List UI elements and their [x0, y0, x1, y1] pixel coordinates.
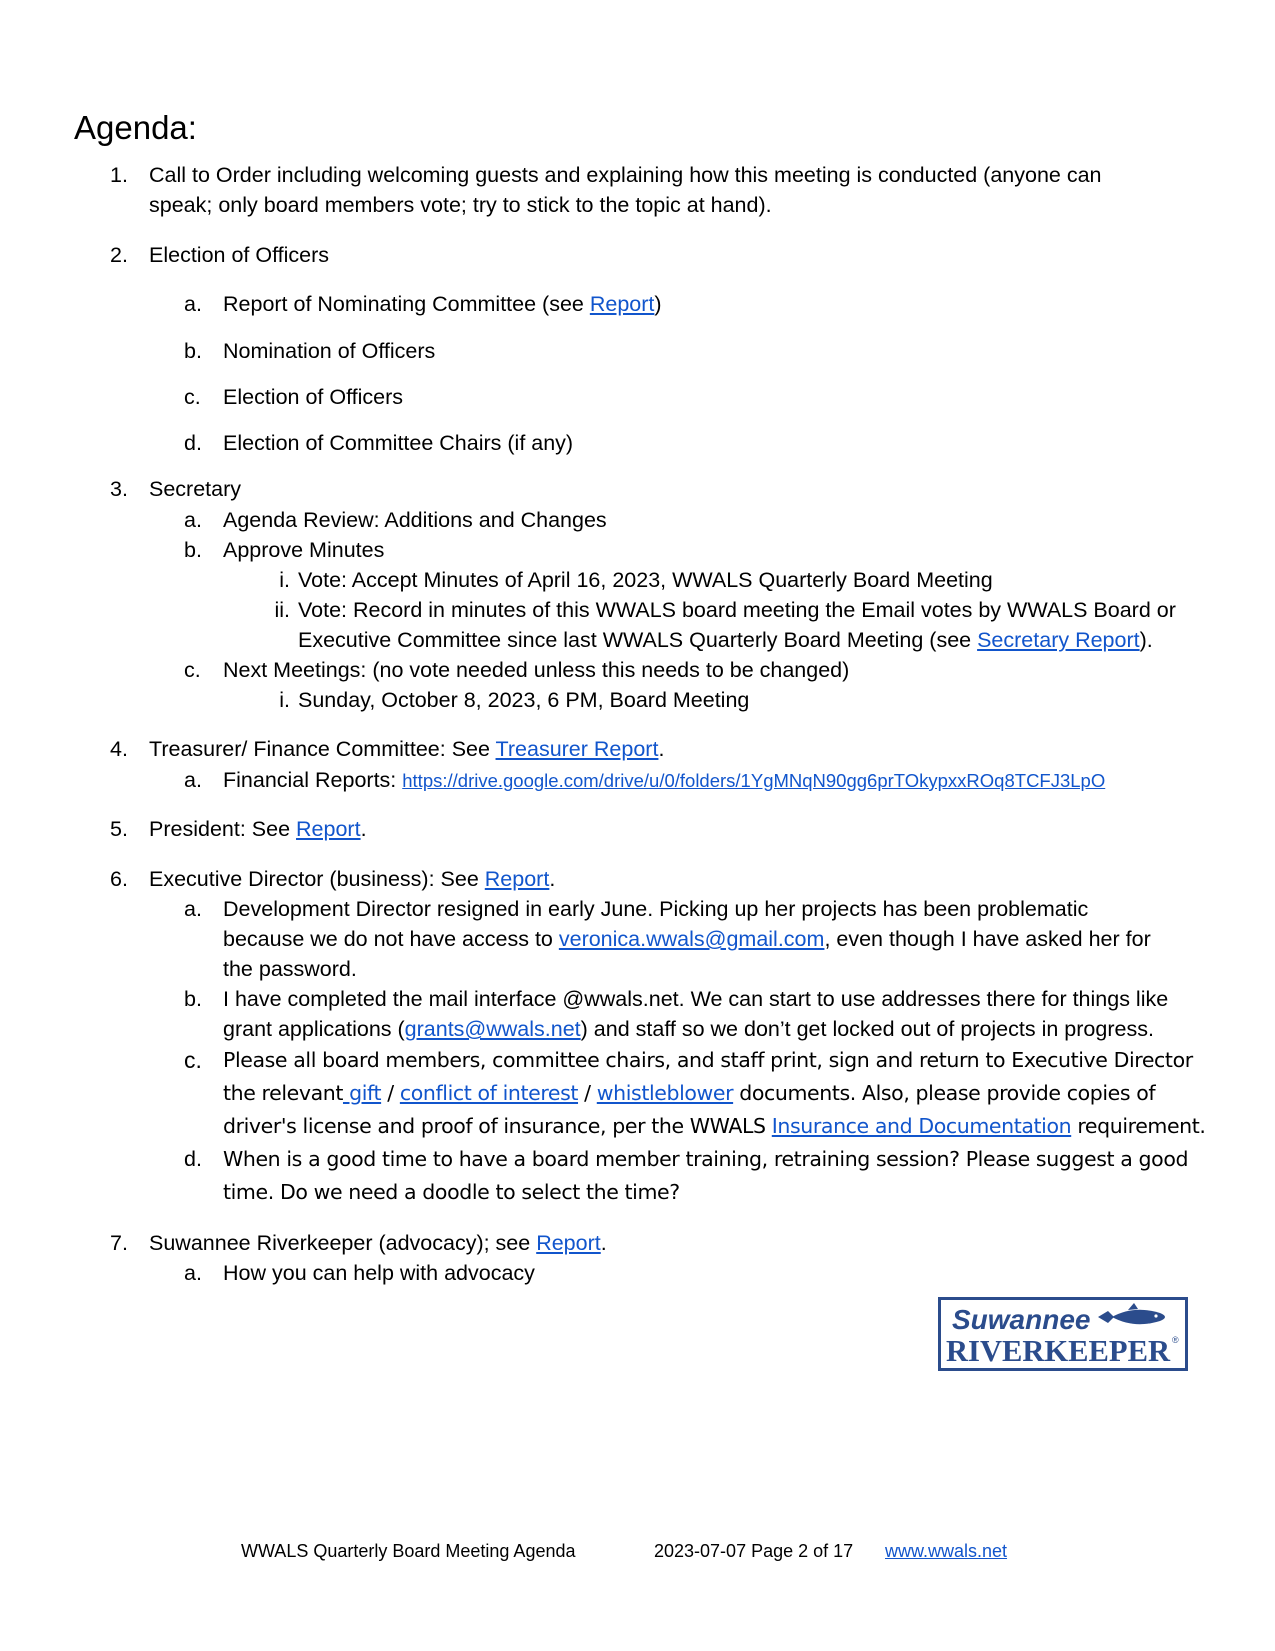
item-2d-text: Election of Committee Chairs (if any) [223, 431, 574, 455]
item-4-pre: Treasurer/ Finance Committee: See [149, 737, 496, 761]
item-2a-number: a. [184, 292, 202, 316]
item-6c-line-2 [223, 1078, 1155, 1109]
logo-line-1: Suwannee [952, 1304, 1091, 1335]
item-6a-post: , even though I have asked her for [824, 927, 1151, 951]
item-2b-text: Nomination of Officers [223, 339, 436, 363]
item-2a-text [223, 289, 662, 320]
item-7a-number: a. [184, 1261, 202, 1285]
item-3bi-text: Vote: Accept Minutes of April 16, 2023, WWALS Quarterly Board Meeting [298, 568, 993, 592]
president-report-link[interactable]: Report [296, 817, 361, 841]
item-3c-number: c. [184, 658, 201, 682]
item-6c-separator-1: / [381, 1081, 400, 1105]
item-3a-number: a. [184, 508, 202, 532]
item-6-number: 6. [110, 867, 128, 891]
executive-director-report-link[interactable]: Report [484, 867, 550, 891]
item-3-text: Secretary [149, 477, 242, 501]
item-2-number: 2. [110, 243, 128, 267]
item-4a-number: a. [184, 768, 202, 792]
item-3ci-text: Sunday, October 8, 2023, 6 PM, Board Meeting [298, 688, 750, 712]
logo-line-2: RIVERKEEPER [946, 1333, 1171, 1368]
item-2-text: Election of Officers [149, 243, 330, 267]
item-6-pre: Executive Director (business): See [149, 867, 485, 891]
item-6c-l3-post: requirement. [1071, 1114, 1206, 1138]
item-4a-pre: Financial Reports: [223, 768, 403, 792]
item-6d-number: d. [184, 1147, 202, 1171]
treasurer-report-link[interactable]: Treasurer Report [495, 737, 659, 761]
riverkeeper-report-link[interactable]: Report [536, 1231, 601, 1255]
item-3bii-number: ii. [274, 598, 290, 622]
item-5-number: 5. [110, 817, 128, 841]
item-4-number: 4. [110, 737, 128, 761]
item-6b-post: ) and staff so we don’t get locked out of projects in progress. [580, 1017, 1154, 1041]
item-3b-number: b. [184, 538, 202, 562]
item-6a-pre: because we do not have access to [223, 927, 559, 951]
item-1-number: 1. [110, 163, 128, 187]
item-2a-post: ) [654, 292, 662, 316]
item-6c-line-3 [223, 1111, 1206, 1142]
item-5-text [149, 814, 367, 845]
item-6-text [149, 864, 555, 895]
item-2d-number: d. [184, 431, 202, 455]
item-6c-l3-pre: driver's license and proof of insurance, per the WWALS [223, 1114, 772, 1138]
financial-reports-link[interactable]: https://drive.google.com/drive/u/0/folders/1YgMNqN90gg6prTOkypxxROq8TCFJ3LpO [402, 770, 1106, 791]
item-6b-line-2 [223, 1014, 1154, 1045]
item-7-post: . [600, 1231, 607, 1255]
item-5-post: . [360, 817, 367, 841]
item-3ci-number: i. [279, 688, 290, 712]
item-3bii-pre: Executive Committee since last WWALS Quarterly Board Meeting (see [298, 628, 978, 652]
item-4-text [149, 734, 664, 765]
nominating-report-link[interactable]: Report [589, 292, 655, 316]
item-6c-separator-2: / [578, 1081, 597, 1105]
item-2a-pre: Report of Nominating Committee (see [223, 292, 590, 316]
item-1-text-line-1: Call to Order including welcoming guests and explaining how this meeting is conducted (anyone can [149, 163, 1102, 187]
item-6d-line-1: When is a good time to have a board member training, retraining session? Please suggest a good [223, 1147, 1189, 1171]
conflict-of-interest-link[interactable]: conflict of interest [399, 1081, 579, 1105]
item-2c-text: Election of Officers [223, 385, 404, 409]
grants-email-link[interactable]: grants@wwals.net [404, 1017, 581, 1041]
item-7-number: 7. [110, 1231, 128, 1255]
item-5-pre: President: See [149, 817, 297, 841]
item-1-text-line-2: speak; only board members vote; try to stick to the topic at hand). [149, 193, 772, 217]
item-6d-line-2: time. Do we need a doodle to select the time? [223, 1180, 680, 1204]
item-6b-number: b. [184, 987, 202, 1011]
item-4a-text [223, 765, 1105, 796]
footer-date-page: 2023-07-07 Page 2 of 17 [654, 1541, 854, 1561]
item-3bi-number: i. [279, 568, 290, 592]
secretary-report-link[interactable]: Secretary Report [977, 628, 1140, 652]
item-6a-line-3: the password. [223, 957, 357, 981]
footer-title: WWALS Quarterly Board Meeting Agenda [241, 1541, 576, 1561]
item-6b-line-1: I have completed the mail interface @wwals.net. We can start to use addresses there for things like [223, 987, 1169, 1011]
registered-mark: ® [1172, 1335, 1179, 1345]
item-3bii-text-line-2 [298, 625, 1153, 656]
item-3-number: 3. [110, 477, 128, 501]
item-7a-text: How you can help with advocacy [223, 1261, 535, 1285]
item-6c-number: c. [184, 1047, 202, 1073]
item-6b-pre: grant applications ( [223, 1017, 405, 1041]
item-3b-text: Approve Minutes [223, 538, 385, 562]
item-3bii-post: ). [1139, 628, 1153, 652]
item-6-post: . [549, 867, 556, 891]
item-3a-text: Agenda Review: Additions and Changes [223, 508, 607, 532]
item-6a-number: a. [184, 897, 202, 921]
page-title: Agenda: [74, 109, 197, 146]
item-7-pre: Suwannee Riverkeeper (advocacy); see [149, 1231, 537, 1255]
item-3c-text: Next Meetings: (no vote needed unless this needs to be changed) [223, 658, 850, 682]
item-6c-post: documents. Also, please provide copies of [733, 1081, 1156, 1105]
item-7-text [149, 1228, 607, 1259]
item-6c-line-1: Please all board members, committee chairs, and staff print, sign and return to Executive Director [223, 1048, 1193, 1072]
footer-website-link[interactable]: www.wwals.net [885, 1541, 1008, 1561]
item-3bii-text-line-1: Vote: Record in minutes of this WWALS board meeting the Email votes by WWALS Board or [298, 598, 1176, 622]
item-2c-number: c. [184, 385, 201, 409]
item-6c-pre: the relevant [223, 1081, 343, 1105]
item-6a-line-1: Development Director resigned in early June. Picking up her projects has been problematic [223, 897, 1089, 921]
insurance-documentation-link[interactable]: Insurance and Documentation [771, 1114, 1072, 1138]
item-6a-line-2 [223, 924, 1151, 955]
item-4-post: . [658, 737, 665, 761]
whistleblower-link[interactable]: whistleblower [596, 1081, 734, 1105]
gift-link[interactable]: gift [342, 1081, 382, 1105]
veronica-email-link[interactable]: veronica.wwals@gmail.com [558, 927, 825, 951]
suwannee-riverkeeper-logo [938, 1297, 1188, 1371]
item-2b-number: b. [184, 339, 202, 363]
